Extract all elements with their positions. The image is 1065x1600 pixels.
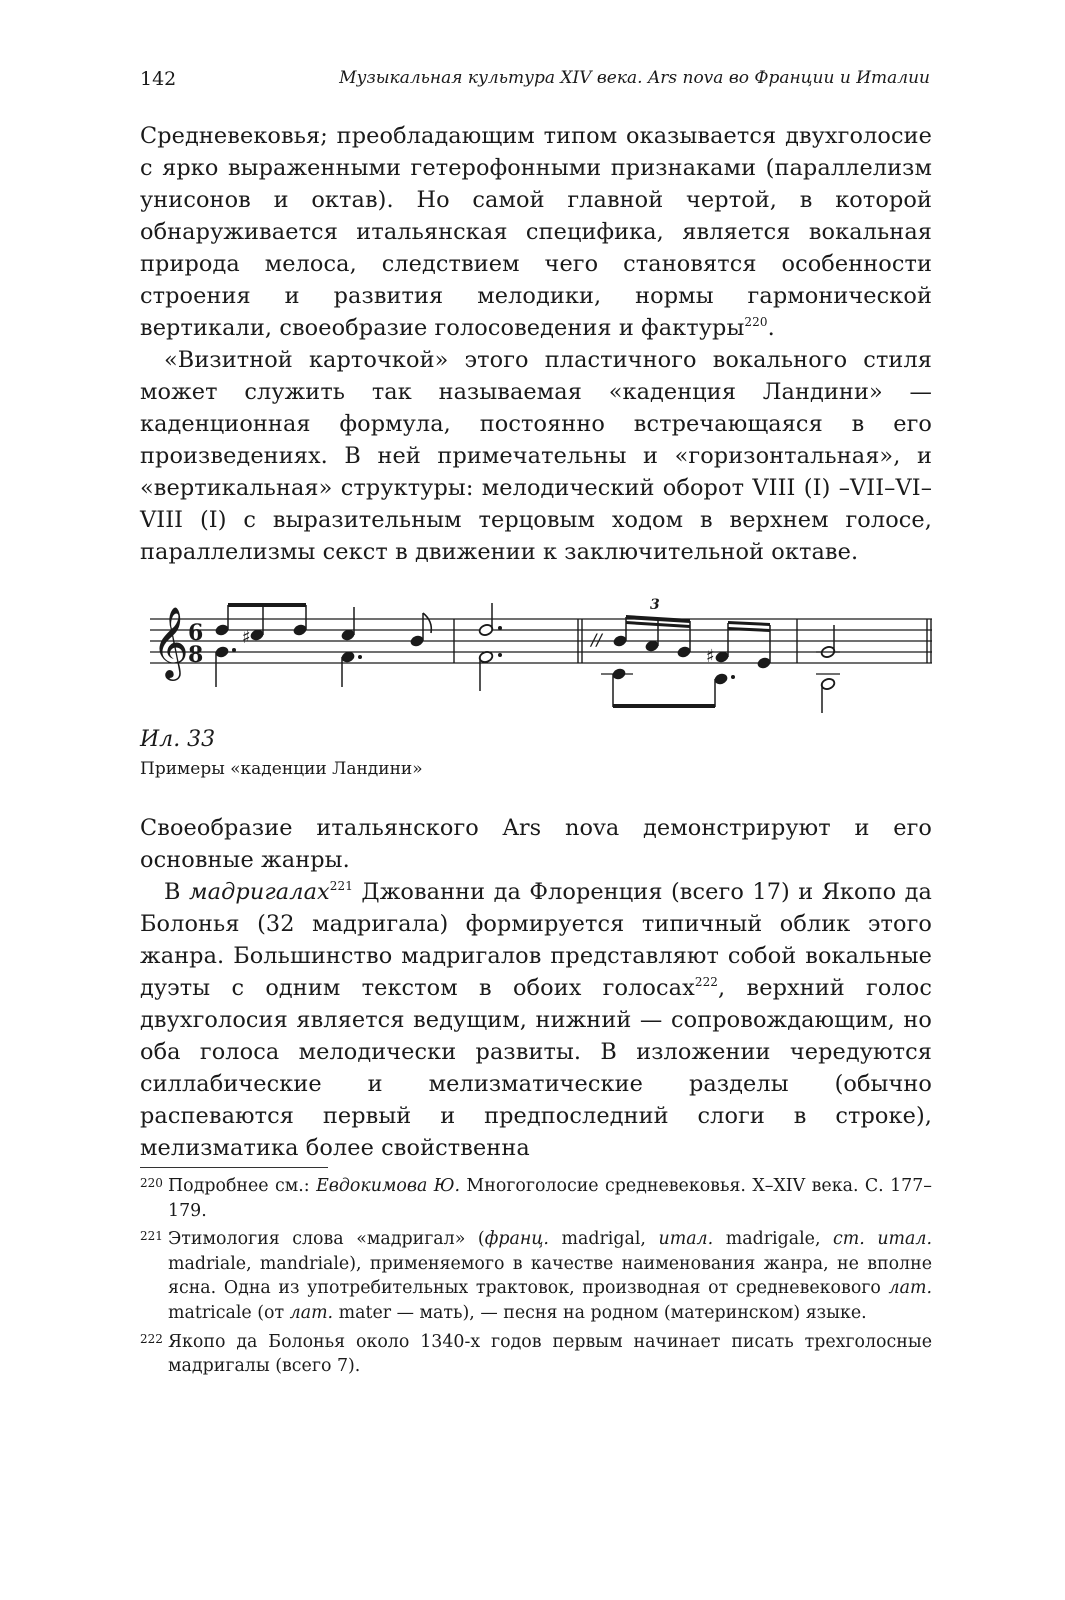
footnote-separator <box>140 1167 328 1168</box>
footnote-222: 222 Якопо да Болонья около 1340-х годов первым начинает писать трехголосные мадригалы (всего 7). <box>140 1330 932 1379</box>
footnote-ref-222: 222 <box>694 975 719 989</box>
svg-text:♯: ♯ <box>242 627 251 648</box>
figure-number: Ил. 33 <box>140 727 216 752</box>
paragraph-3: Своеобразие итальянского Ars nova демонстрируют и его основные жанры. <box>140 815 932 873</box>
paragraph-2: «Визитной карточкой» этого пластичного вокального стиля может служить так называемая «каденция Ландини» — каденционная формула, постоянно встречающаяся в его произведениях. В ней примечательны и «горизонтальная», и «вертикальная» структуры: мелодический оборот VIII (I) –VII–VI–VIII (I) с выразительным терцовым ходом в верхнем голосе, параллелизмы секст в движении к заключительной октаве. <box>140 347 932 565</box>
paragraph-1: Средневековья; преобладающим типом оказывается двухголосие с ярко выраженными гетерофонными признаками (параллелизм унисонов и октав). Но самой главной чертой, в которой обнаруживается итальянская специфика, является вокальная природа мелоса, следствием чего становятся особенности строения и развития мелодики, нормы гармонической вертикали, своеобразие голосоведения и фактуры$^{220}$. <box>140 123 932 341</box>
footnote-mark: 222 <box>140 1331 163 1346</box>
notes <box>215 597 840 713</box>
treble-clef: 𝄞 <box>152 605 189 678</box>
paragraph-4: В мадригалах$^{221}$ Джованни да Флоренция (всего 17) и Якопо да Болонья (32 мадригала) формируется типичный облик этого жанра. Большинство мадригалов представляют собой вокальные дуэты с одним текстом в обоих голосах$^{222}$, верхний голос двухголосия является ведущим, нижний — сопровождающим, но оба голоса мелодически развиты. В изложении чередуются силлабические и мелизматические разделы (обычно распеваются первый и предпоследний слоги в строке), мелизматика более свойственна <box>140 879 932 1161</box>
footnote-220: 220 Подробнее см.: Евдокимова Ю. Многоголосие средневековья. X–XIV века. С. 177–179. <box>140 1174 932 1223</box>
footnote-ref-221: 221 <box>329 879 353 893</box>
time-signature-bottom: 8 <box>188 642 204 668</box>
music-example <box>140 595 935 720</box>
svg-text://: // <box>591 630 602 649</box>
tuplet-label: 3 <box>650 597 660 613</box>
time-signature-top: 6 <box>188 620 204 646</box>
figure-caption <box>140 725 640 783</box>
page-number: 142 <box>140 68 177 90</box>
body-text-upper <box>140 120 932 568</box>
footnote-ref-220: 220 <box>744 315 768 329</box>
page-header <box>140 68 930 98</box>
footnote-221: 221 Этимология слова «мадригал» (франц. madrigal, итал. madrigale, ст. итал. madriale, mandriale), применяемого в качестве наименования жанра, не вполне ясна. Одна из употребительных трактовок, производная от средневекового лат. matricale (от лат. mater — мать), — песня на родном (материнском) языке. <box>140 1227 932 1325</box>
figure-title: Примеры «каденции Ландини» <box>140 759 423 779</box>
footnote-mark: 221 <box>140 1229 163 1244</box>
footnote-mark: 220 <box>140 1176 163 1190</box>
italic-term: мадригалах <box>188 879 330 905</box>
body-text-lower <box>140 812 932 1164</box>
staff-lines <box>150 619 932 663</box>
running-head: Музыкальная культура XIV века. Ars nova во Франции и Италии <box>339 68 930 88</box>
svg-text:♯: ♯ <box>706 646 715 667</box>
footnotes <box>140 1174 932 1383</box>
